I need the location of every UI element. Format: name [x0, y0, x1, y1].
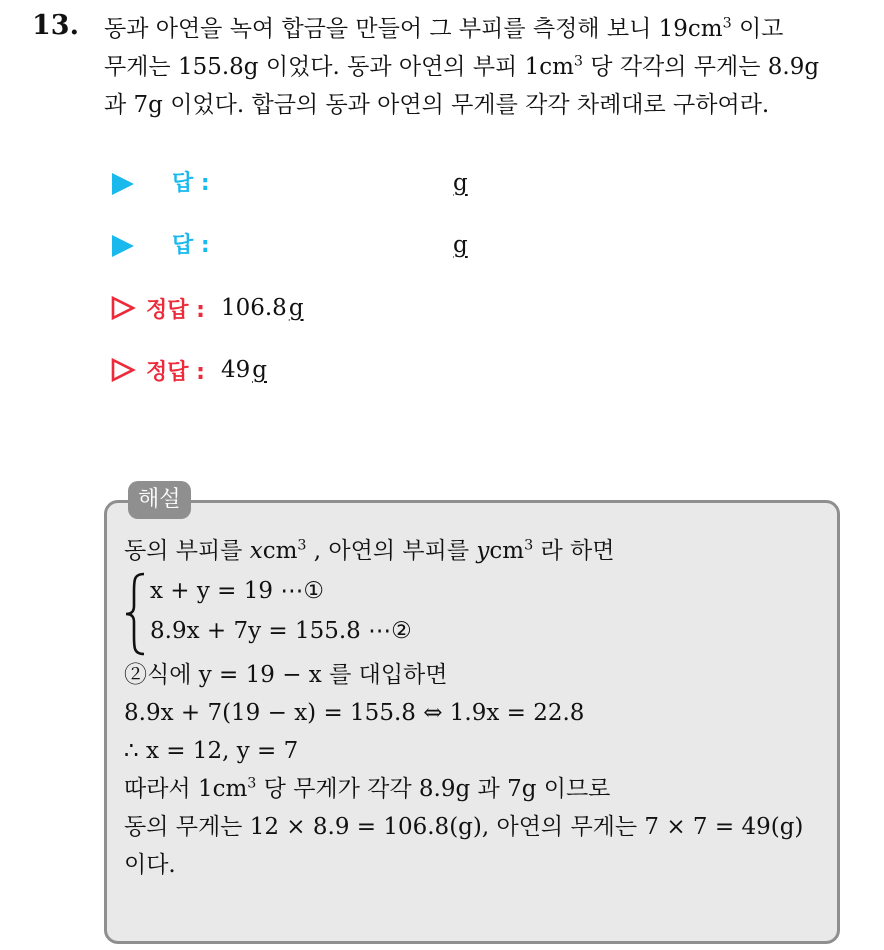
correct-value: 49g	[220, 357, 267, 383]
explanation-line-6: 동의 무게는 12 × 8.9 = 106.8(g), 아연의 무게는 7 × 7 = 49(g)	[124, 814, 804, 840]
equation-2: 8.9x + 7y = 155.8 ⋯②	[150, 618, 412, 644]
correct-value: 106.8g	[220, 295, 304, 321]
equation-system	[124, 570, 834, 656]
correct-row-1	[108, 290, 304, 326]
answer-row-2	[108, 228, 528, 264]
answer-row-1	[108, 166, 528, 202]
question-number: 13.	[32, 10, 79, 41]
outline-triangle-icon	[110, 295, 136, 321]
correct-row-2	[108, 352, 267, 388]
question-text	[104, 10, 874, 124]
explanation-line-2: ②식에 y = 19 − x 를 대입하면	[124, 662, 448, 688]
explanation-line-7: 이다.	[124, 852, 176, 878]
explanation-content	[124, 532, 834, 884]
answer-blank-unit[interactable]: g	[453, 232, 468, 258]
answer-label: 답 :	[172, 171, 210, 196]
answer-label: 답 :	[172, 233, 210, 258]
left-brace-icon	[124, 572, 146, 656]
play-triangle-icon	[112, 173, 134, 195]
explanation-tab: 해설	[128, 481, 191, 519]
outline-triangle-icon	[110, 357, 136, 383]
explanation-line-4: ∴ x = 12, y = 7	[124, 738, 299, 764]
play-triangle-icon	[112, 235, 134, 257]
explanation-line-5: 따라서 $1cm^3$ 당 무게가 각각 8.9g 과 7g 이므로	[124, 775, 611, 802]
question-line-3: 과 7g 이었다. 합금의 동과 아연의 무게를 각각 차례대로 구하여라.	[104, 92, 770, 118]
explanation-line-1: 동의 부피를 xcm$^3$ , 아연의 부피를 ycm$^3$ 라 하면	[124, 537, 615, 564]
explanation-line-3: 8.9x + 7(19 − x) = 155.8 ⇔ 1.9x = 22.8	[124, 700, 585, 726]
question-line-1: 동과 아연을 녹여 합금을 만들어 그 부피를 측정해 보니 $19cm^3$ 이고	[104, 15, 784, 42]
answer-blank-unit[interactable]: g	[453, 170, 468, 196]
correct-label: 정답 :	[146, 359, 205, 385]
question-line-2: 무게는 155.8g 이었다. 동과 아연의 부피 $1cm^3$ 당 각각의 무게는 8.9g	[104, 53, 820, 80]
correct-label: 정답 :	[146, 297, 205, 323]
equation-1: x + y = 19 ⋯①	[150, 578, 324, 604]
